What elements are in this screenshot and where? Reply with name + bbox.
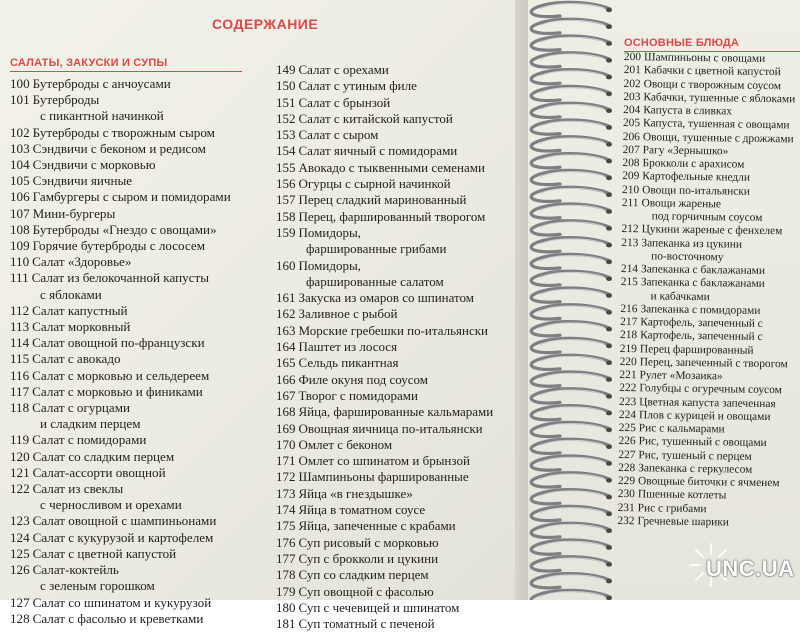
entry-title: Сэндвичи яичные [32, 173, 133, 189]
page-number: 105 [10, 173, 30, 189]
entry-title: Гречневые шарики [637, 514, 730, 529]
entry-title-continued: фаршированные салатом [306, 273, 444, 289]
page-number: 120 [10, 448, 30, 464]
page-number: 128 [10, 610, 30, 626]
contents-entry [276, 518, 516, 534]
page-number: 223 [619, 395, 637, 408]
contents-entry [276, 339, 516, 355]
contents-entry [10, 125, 272, 141]
entry-title: Перец, запеченный с творогом [639, 356, 788, 371]
contents-entry [276, 192, 516, 208]
contents-entry [276, 355, 516, 371]
entry-title: Огурцы с сырной начинкой [298, 176, 451, 192]
entry-title: Яйца «в гнездышке» [298, 485, 413, 501]
contents-entry [10, 513, 272, 529]
contents-entry [276, 388, 516, 404]
entry-title: Сельдь пикантная [298, 355, 399, 371]
entry-title-continued: с зеленым горошком [40, 578, 155, 594]
contents-entry [10, 400, 272, 432]
entry-title: Суп с чечевицей и шпинатом [298, 599, 460, 615]
page-number: 151 [276, 94, 296, 110]
page-number: 159 [276, 224, 296, 240]
contents-entry [10, 546, 272, 562]
contents-entry [276, 535, 516, 551]
page-number: 209 [622, 170, 640, 183]
contents-entry [276, 78, 516, 94]
contents-entry [10, 319, 272, 335]
contents-entry [276, 567, 516, 583]
contents-entry [276, 290, 516, 306]
entry-title: Суп томатный с печеной [298, 616, 435, 632]
entry-title-continued: по-восточному [651, 250, 724, 264]
entry-title: Помидоры, [298, 224, 361, 240]
contents-column-1 [10, 76, 272, 627]
contents-entry [10, 595, 272, 611]
entry-title: Кабачки, тушенные с яблоками [643, 91, 796, 106]
entry-title: Салат с помидорами [32, 432, 147, 448]
page-number: 218 [619, 329, 638, 342]
contents-column-2 [276, 62, 516, 632]
contents-entry [10, 141, 272, 157]
contents-column-3 [617, 51, 800, 530]
entry-title: Помидоры, [298, 257, 361, 273]
page-number: 111 [10, 270, 29, 286]
contents-entry [10, 303, 272, 319]
contents-entry [10, 530, 272, 546]
entry-title: Рис с кальмарами [638, 422, 725, 436]
entry-title: Омлет с беконом [298, 436, 393, 452]
page-title: СОДЕРЖАНИЕ [212, 16, 319, 32]
page-number: 210 [621, 183, 640, 196]
entry-title: Пшенные котлеты [637, 488, 727, 502]
page-number: 208 [622, 156, 640, 170]
contents-entry [276, 437, 516, 453]
page-number: 113 [10, 319, 30, 335]
entry-title: Салат с огурцами [32, 400, 131, 416]
entry-title: Салат с брынзой [298, 94, 391, 110]
entry-title: Сэндвичи с морковью [32, 157, 156, 173]
section-heading-salads: САЛАТЫ, ЗАКУСКИ И СУПЫ [10, 57, 168, 69]
entry-title-continued: и кабачками [650, 289, 710, 303]
entry-title: Закуска из омаров со шпинатом [298, 290, 475, 306]
entry-title: Перец, фаршированный творогом [298, 208, 486, 224]
page-number: 173 [276, 485, 296, 501]
entry-title: Яйца, фаршированные кальмарами [298, 404, 494, 420]
entry-title: Салат с кукурузой и картофелем [32, 529, 214, 545]
page-number: 222 [619, 382, 637, 395]
page-number: 232 [617, 514, 635, 527]
contents-entry [10, 368, 272, 384]
page-number: 109 [10, 238, 30, 254]
entry-title: Брокколи с арахисом [642, 157, 745, 171]
page-number: 224 [618, 408, 637, 421]
entry-title: Картофельные кнедли [642, 170, 751, 185]
entry-title: Салат с морковью и финиками [32, 383, 203, 399]
entry-title: Запеканка с баклажанами [640, 276, 765, 291]
page-number: 227 [618, 448, 636, 461]
entry-title: Салат с авокадо [32, 351, 121, 367]
entry-title-continued: с пикантной начинкой [40, 108, 164, 124]
entry-title-continued: и сладким перцем [40, 416, 141, 432]
contents-entry [276, 176, 516, 192]
entry-title-continued: под горчичным соусом [651, 210, 763, 224]
page-number: 221 [619, 368, 637, 382]
contents-entry [276, 225, 516, 258]
entry-title: Шампиньоны фаршированные [298, 469, 469, 485]
section-heading-main-dishes: ОСНОВНЫЕ БЛЮДА [624, 37, 740, 49]
entry-title: Салат со шпинатом и кукурузой [32, 594, 212, 610]
page-number: 123 [10, 513, 30, 529]
contents-entry [10, 449, 272, 465]
contents-entry [276, 160, 516, 176]
page-number: 179 [276, 583, 296, 599]
contents-entry [276, 616, 516, 632]
contents-entry [10, 384, 272, 400]
page-number: 214 [620, 262, 639, 276]
contents-entry [10, 335, 272, 351]
entry-title: Творог с помидорами [298, 387, 418, 403]
contents-entry [621, 236, 797, 265]
entry-title: Салат морковный [32, 319, 131, 335]
contents-entry [10, 157, 272, 173]
entry-title: Овощные биточки с ячменем [638, 475, 780, 490]
entry-title: Запеканка с геркулесом [638, 461, 753, 476]
contents-entry [10, 92, 272, 124]
entry-title: Салат-коктейль [32, 562, 119, 578]
contents-entry [10, 206, 272, 222]
entry-title: Капуста в сливках [643, 104, 733, 118]
entry-title: Рис с грибами [637, 501, 707, 515]
page-number: 112 [10, 302, 30, 318]
page-number: 106 [10, 189, 30, 205]
contents-entry [10, 222, 272, 238]
page-number: 154 [276, 143, 296, 159]
entry-title: Сэндвичи с беконом и редисом [32, 140, 206, 156]
watermark-text: UNC.UA [706, 556, 795, 581]
entry-title: Заливное с рыбой [298, 306, 398, 322]
page-number: 207 [622, 143, 640, 156]
page-number: 181 [276, 616, 296, 632]
entry-title: Салат капустный [32, 302, 128, 318]
contents-entry [10, 432, 272, 448]
entry-title: Бутерброды с творожным сыром [32, 124, 215, 140]
entry-title: Цукини жареные с фенхелем [641, 223, 783, 238]
page-number: 104 [10, 157, 30, 173]
entry-title: Салат яичный с помидорами [298, 143, 458, 159]
entry-title: Салат с фасолью и креветками [32, 610, 204, 626]
entry-title: Суп с брокколи и цукини [298, 550, 439, 566]
entry-title: Суп овощной с фасолью [298, 583, 434, 599]
entry-title: Запеканка с баклажанами [640, 263, 766, 277]
page-number: 101 [10, 92, 30, 108]
entry-title-continued: фаршированные грибами [306, 241, 447, 257]
contents-entry [276, 584, 516, 600]
entry-title: Цветная капуста запеченная [639, 395, 776, 410]
entry-title: Авокадо с тыквенными семенами [298, 159, 485, 175]
page-number: 180 [276, 599, 296, 615]
page-number: 162 [276, 306, 296, 322]
contents-entry [10, 562, 272, 594]
contents-entry [276, 502, 516, 518]
page-number: 200 [623, 51, 642, 64]
entry-title: Филе окуня под соусом [298, 371, 429, 387]
entry-title: Мини-бургеры [32, 205, 116, 221]
page-number: 118 [10, 400, 30, 416]
contents-entry [276, 95, 516, 111]
page-number: 229 [617, 474, 636, 488]
entry-title: Суп со сладким перцем [298, 567, 429, 583]
page-number: 228 [618, 461, 636, 474]
entry-title: Салат с утиным филе [298, 78, 417, 94]
contents-entry [276, 372, 516, 388]
page-number: 230 [617, 488, 635, 501]
page-number: 126 [10, 562, 30, 578]
page-number: 178 [276, 567, 296, 583]
page-number: 103 [10, 140, 30, 156]
contents-entry [276, 111, 516, 127]
contents-entry [276, 600, 516, 616]
entry-title: Гамбургеры с сыром и помидорами [32, 189, 231, 205]
page-number: 125 [10, 545, 30, 561]
page-number: 165 [276, 355, 296, 371]
entry-title: Голубцы с огуречным соусом [639, 382, 782, 397]
page-number: 168 [276, 404, 296, 420]
page-number: 169 [276, 420, 296, 436]
entry-title: Салат с китайской капустой [298, 110, 453, 126]
entry-title: Перец фаршированный [639, 342, 754, 357]
page-number: 117 [10, 383, 30, 399]
page-number: 177 [276, 550, 296, 566]
contents-entry [10, 465, 272, 481]
entry-title-continued: с яблоками [40, 286, 102, 302]
page-number: 108 [10, 221, 30, 237]
page-number: 150 [276, 78, 296, 94]
page-number: 156 [276, 176, 296, 192]
page-number: 121 [10, 464, 30, 480]
page-number: 219 [619, 342, 638, 355]
entry-title: Салат из белокочанной капусты [31, 270, 209, 286]
contents-entry [10, 189, 272, 205]
entry-title: Рулет «Мозаика» [639, 369, 723, 383]
page-number: 114 [10, 335, 30, 351]
page-number: 203 [623, 90, 641, 103]
entry-title: Бутерброды «Гнездо с овощами» [32, 221, 217, 237]
entry-title: Яйца, запеченные с крабами [298, 518, 456, 534]
contents-entry [10, 611, 272, 627]
page-number: 212 [621, 223, 639, 236]
entry-title: Салат «Здоровье» [32, 254, 132, 270]
page-number: 110 [10, 254, 30, 270]
contents-entry [10, 481, 272, 513]
entry-title: Перец сладкий маринованный [298, 192, 467, 208]
entry-title: Паштет из лосося [298, 339, 398, 355]
entry-title: Салат со сладким перцем [32, 448, 175, 464]
page-number: 157 [276, 192, 296, 208]
entry-title-continued: с черносливом и орехами [40, 497, 182, 513]
page-number: 225 [618, 421, 636, 435]
contents-entry [276, 258, 516, 291]
page-number: 215 [620, 276, 638, 289]
contents-entry [276, 453, 516, 469]
contents-entry [10, 76, 272, 92]
page-number: 127 [10, 594, 30, 610]
entry-title: Капуста, тушенная с овощами [642, 117, 790, 132]
entry-title: Морские гребешки по-итальянски [298, 322, 489, 338]
page-number: 160 [276, 257, 296, 273]
page-number: 155 [276, 159, 296, 175]
contents-entry [276, 306, 516, 322]
entry-title: Шампиньоны с овощами [643, 51, 766, 65]
entry-title: Овощи по-итальянски [642, 183, 751, 198]
page-number: 170 [276, 436, 296, 452]
entry-title: Рис, тушенный с овощами [638, 435, 767, 450]
contents-entry [10, 173, 272, 189]
page-number: 204 [623, 103, 641, 117]
page-number: 122 [10, 481, 30, 497]
contents-entry [617, 515, 793, 531]
entry-title: Картофель, запеченный с [640, 329, 763, 344]
contents-entry [10, 238, 272, 254]
entry-title: Запеканка из цукини [641, 236, 743, 251]
page-number: 174 [276, 502, 296, 518]
page-number: 116 [10, 367, 30, 383]
contents-entry [276, 323, 516, 339]
contents-entry [10, 254, 272, 270]
page-number: 220 [619, 355, 637, 368]
page-number: 115 [10, 351, 30, 367]
entry-title: Салат-ассорти овощной [32, 464, 166, 480]
entry-title: Рис, тушеный с перцем [638, 448, 752, 463]
page-number: 153 [276, 127, 296, 143]
contents-entry [276, 469, 516, 485]
page-number: 231 [617, 501, 635, 514]
entry-title: Овощи с творожным соусом [643, 77, 782, 92]
entry-title: Салат с морковью и сельдереем [32, 367, 210, 383]
entry-title: Бутерброды с анчоусами [32, 76, 171, 91]
entry-title: Салат с цветной капустой [32, 545, 177, 561]
page-number: 201 [623, 64, 641, 77]
contents-entry [276, 551, 516, 567]
page-number: 102 [10, 124, 30, 140]
entry-title: Салат овощной по-французски [32, 335, 205, 351]
contents-entry [276, 62, 516, 78]
entry-title: Салат овощной с шампиньонами [32, 513, 217, 529]
entry-title: Картофель, запеченный с [640, 316, 763, 330]
contents-entry [276, 421, 516, 437]
entry-title: Запеканка с помидорами [640, 303, 761, 317]
page-number: 202 [623, 77, 641, 90]
page-number: 149 [276, 62, 296, 77]
page-number: 166 [276, 371, 296, 387]
contents-entry [276, 127, 516, 143]
page-number: 171 [276, 453, 296, 469]
page-number: 152 [276, 110, 296, 126]
contents-entry [276, 143, 516, 159]
contents-entry [10, 351, 272, 367]
page-number: 206 [622, 130, 640, 143]
entry-title: Салат с сыром [298, 127, 379, 143]
page-number: 175 [276, 518, 296, 534]
page-number: 217 [620, 315, 638, 329]
page-number: 100 [10, 76, 30, 91]
page-number: 119 [10, 432, 30, 448]
contents-entry [620, 276, 796, 305]
contents-entry [276, 209, 516, 225]
page-number: 107 [10, 205, 30, 221]
entry-title: Бутерброды [32, 92, 100, 108]
page-number: 205 [622, 117, 641, 130]
entry-title: Суп рисовый с морковью [298, 534, 439, 550]
entry-title: Плов с курицей и овощами [638, 408, 771, 423]
entry-title: Овощи, тушенные с дрожжами [642, 130, 794, 145]
page-number: 124 [10, 529, 30, 545]
contents-entry [10, 270, 272, 302]
entry-title: Горячие бутерброды с лососем [32, 238, 206, 254]
entry-title: Кабачки с цветной капустой [643, 64, 781, 79]
entry-title: Овощная яичница по-итальянски [298, 420, 483, 436]
page-number: 164 [276, 339, 296, 355]
contents-entry [622, 197, 798, 226]
page-number: 176 [276, 534, 296, 550]
contents-entry [276, 404, 516, 420]
page-number: 226 [618, 435, 636, 448]
page-number: 163 [276, 322, 296, 338]
entry-title: Яйца в томатном соусе [298, 502, 426, 518]
page-number: 172 [276, 469, 296, 485]
page-number: 167 [276, 387, 296, 403]
entry-title: Рагу «Зернышко» [642, 144, 729, 158]
entry-title: Салат из свеклы [32, 481, 124, 497]
page-number: 213 [621, 236, 639, 249]
page-number: 211 [621, 196, 639, 209]
entry-title: Омлет со шпинатом и брынзой [298, 453, 470, 469]
page-number: 216 [620, 302, 638, 315]
entry-title: Салат с орехами [298, 62, 389, 77]
contents-entry [276, 486, 516, 502]
page-number: 161 [276, 290, 296, 306]
entry-title: Овощи жареные [641, 197, 722, 211]
section-rule-left [10, 71, 242, 72]
page-number: 158 [276, 208, 296, 224]
